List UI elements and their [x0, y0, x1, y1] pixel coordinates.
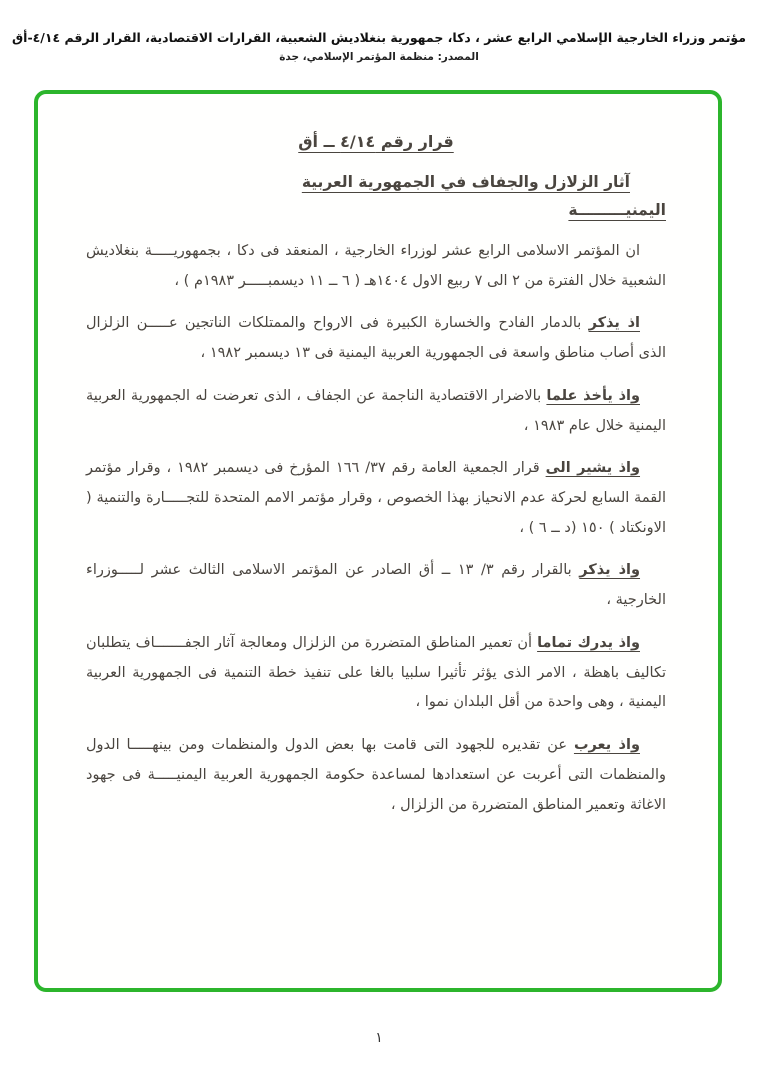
scanned-document-frame [34, 90, 722, 992]
resolution-subject-line-2: اليمنيـــــــــة [568, 201, 666, 219]
page-number: ١ [375, 1030, 383, 1046]
header-source-line: المصدر: منظمة المؤتمر الإسلامي، جدة [279, 51, 479, 63]
paragraph-preamble: ان المؤتمر الاسلامى الرابع عشر لوزراء الخارجية ، المنعقد فى دكا ، بجمهوريـــــة بنغلاديش الشعبية خلال الفترة من ٢ الى ٧ ربيع الاول ١٤٠٤هـ ( ٦ ــ ١١ ديسمبـــــر ١٩٨٣م ) ، [86, 243, 666, 289]
paragraph-taking-note: واذ يأخذ علما بالاضرار الاقتصادية الناجمة عن الجفاف ، الذى تعرضت له الجمهورية العربية اليمنية خلال عام ١٩٨٣ ، [86, 387, 666, 434]
paragraph-recalling-resolution-13: واذ يذكر بالقرار رقم ٣/ ١٣ ــ أق الصادر عن المؤتمر الاسلامى الثالث عشر لـــــوزراء الخارجية ، [86, 562, 666, 609]
paragraph-expressing-appreciation: واذ يعرب عن تقديره للجهود التى قامت بها بعض الدول والمنظمات ومن بينهـــــا الدول والمنظمات التى أعربت عن استعدادها لمساعدة حكومة الجمهورية العربية اليمنيـــــة فى جهود الاغاثة وتعمير المناطق المتضررة من الزلزال ، [86, 737, 666, 813]
resolution-number-title: قرار رقم ٤/١٤ ــ أق [298, 132, 454, 151]
resolution-subject-line-1: آثار الزلازل والجفاف في الجمهورية العربية [301, 173, 630, 191]
document-header [0, 0, 758, 63]
scanned-document-body [38, 94, 718, 853]
paragraph-recalling-destruction: اذ يذكر بالدمار الفادح والخسارة الكبيرة فى الارواح والممتلكات الناتجين عـــــن الزلزال الذى أصاب مناطق واسعة فى الجمهورية العربية اليمنية فى ١٣ ديسمبر ١٩٨٢ ، [86, 315, 666, 362]
header-citation-line: مؤتمر وزراء الخارجية الإسلامي الرابع عشر ، دكا، جمهورية بنغلاديش الشعبية، القرارات الاقتصادية، القرار الرقم ٤/١٤-أق [12, 30, 746, 45]
paragraph-referring-resolutions: واذ يشير الى قرار الجمعية العامة رقم ٣٧/ ١٦٦ المؤرخ فى ديسمبر ١٩٨٢ ، وقرار مؤتمر القمة السابع لحركة عدم الانحياز بهذا الخصوص ، وقرار مؤتمر الامم المتحدة للتجـــــارة والتنمية ( الاونكتاد ) ١٥٠ (د ــ ٦ ) ، [86, 460, 666, 536]
paragraph-fully-aware: واذ يدرك تماما أن تعمير المناطق المتضررة من الزلزال ومعالجة آثار الجفـــــــاف يتطلبان تكاليف باهظة ، الامر الذى يؤثر تأثيرا سلبيا بالغا على تنفيذ خطة التنمية فى الجمهورية العربية اليمنية ، وهى واحدة من أقل البلدان نموا ، [86, 634, 666, 711]
